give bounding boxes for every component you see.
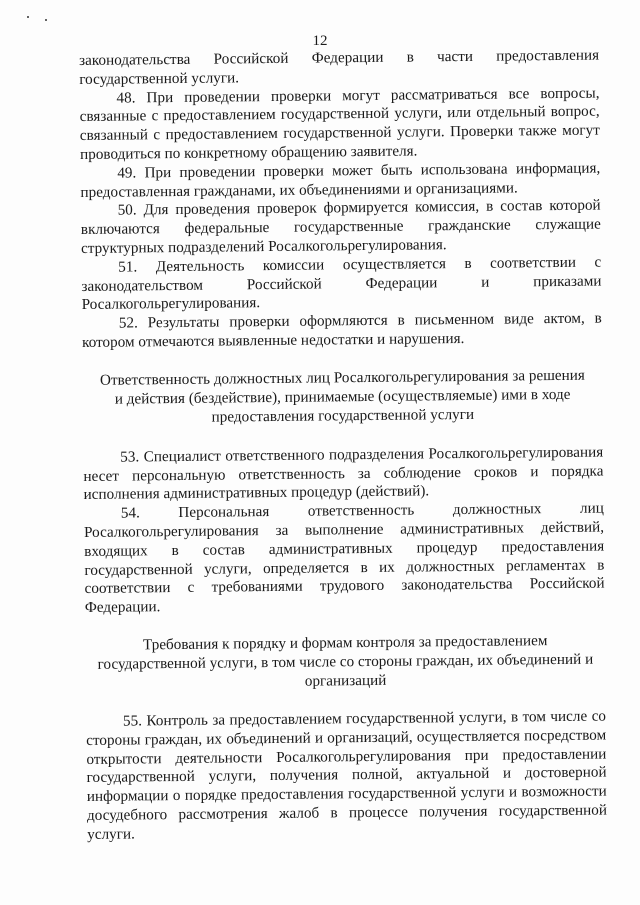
scan-speck bbox=[45, 19, 47, 21]
section-heading-responsibility: Ответственность должностных лиц Росалкогольрегулирования за решения и действия (бездействие), принимаемые (осуществляемые) ими в ходе предоставления государственной услуги bbox=[99, 366, 585, 426]
paragraph-55: 55. Контроль за предоставлением государственной услуги, в том числе со стороны граждан, их объединений и организаций, осуществляется посредством открытости деятельности Росалкогольрегулирования при предоставлении государственной услуги, получения полной, актуальной и достоверной информации о порядке предоставления государственной услуги и возможности досудебного рассмотрения жалоб в процессе получения государственной услуги. bbox=[86, 707, 608, 843]
paragraph-51: 51. Деятельность комиссии осуществляется в соответствии с законодательством Российской Федерации и приказами Росалкогольрегулирования. bbox=[81, 253, 602, 314]
paragraph-50: 50. Для проведения проверок формируется комиссия, в состав которой включаются федеральные государственные гражданские служащие структурных подразделений Росалкогольрегулирования. bbox=[80, 196, 601, 257]
paragraph-52: 52. Результаты проверки оформляются в письменном виде актом, в котором отмечаются выявленные недостатки и нарушения. bbox=[81, 309, 602, 351]
scan-speck bbox=[27, 16, 29, 18]
section-heading-control-requirements: Требования к порядку и формам контроля за предоставлением государственной услуги, в том числе со стороны граждан, их объединений и организаций bbox=[97, 632, 594, 690]
paragraph-54: 54. Персональная ответственность должностных лиц Росалкогольрегулирования за выполнение административных действий, входящих в состав административных процедур предоставления государственной услуги, определяется в их должностных регламентах в соответствии с требованиями трудового законодательства Российской Федерации. bbox=[83, 499, 605, 617]
paragraph-48: 48. При проведении проверки могут рассматриваться все вопросы, связанные с предоставлением государственной услуги, или отдельный вопрос, связанный с предоставлением государственной услуги. Проверки также могут проводиться по конкретному обращению заявителя. bbox=[79, 84, 600, 163]
page-number: 12 bbox=[312, 33, 328, 49]
document-body bbox=[79, 47, 607, 845]
paragraph-continuation: законодательства Российской Федерации в части предоставления государственной услуги. bbox=[79, 46, 600, 88]
paragraph-49: 49. При проведении проверки может быть использована информация, предоставленная гражданами, их объединениями и организациями. bbox=[80, 159, 601, 201]
paragraph-53: 53. Специалист ответственного подразделения Росалкогольрегулирования несет персональную ответственность за соблюдение сроков и порядка исполнения административных процедур (действий). bbox=[83, 443, 604, 504]
